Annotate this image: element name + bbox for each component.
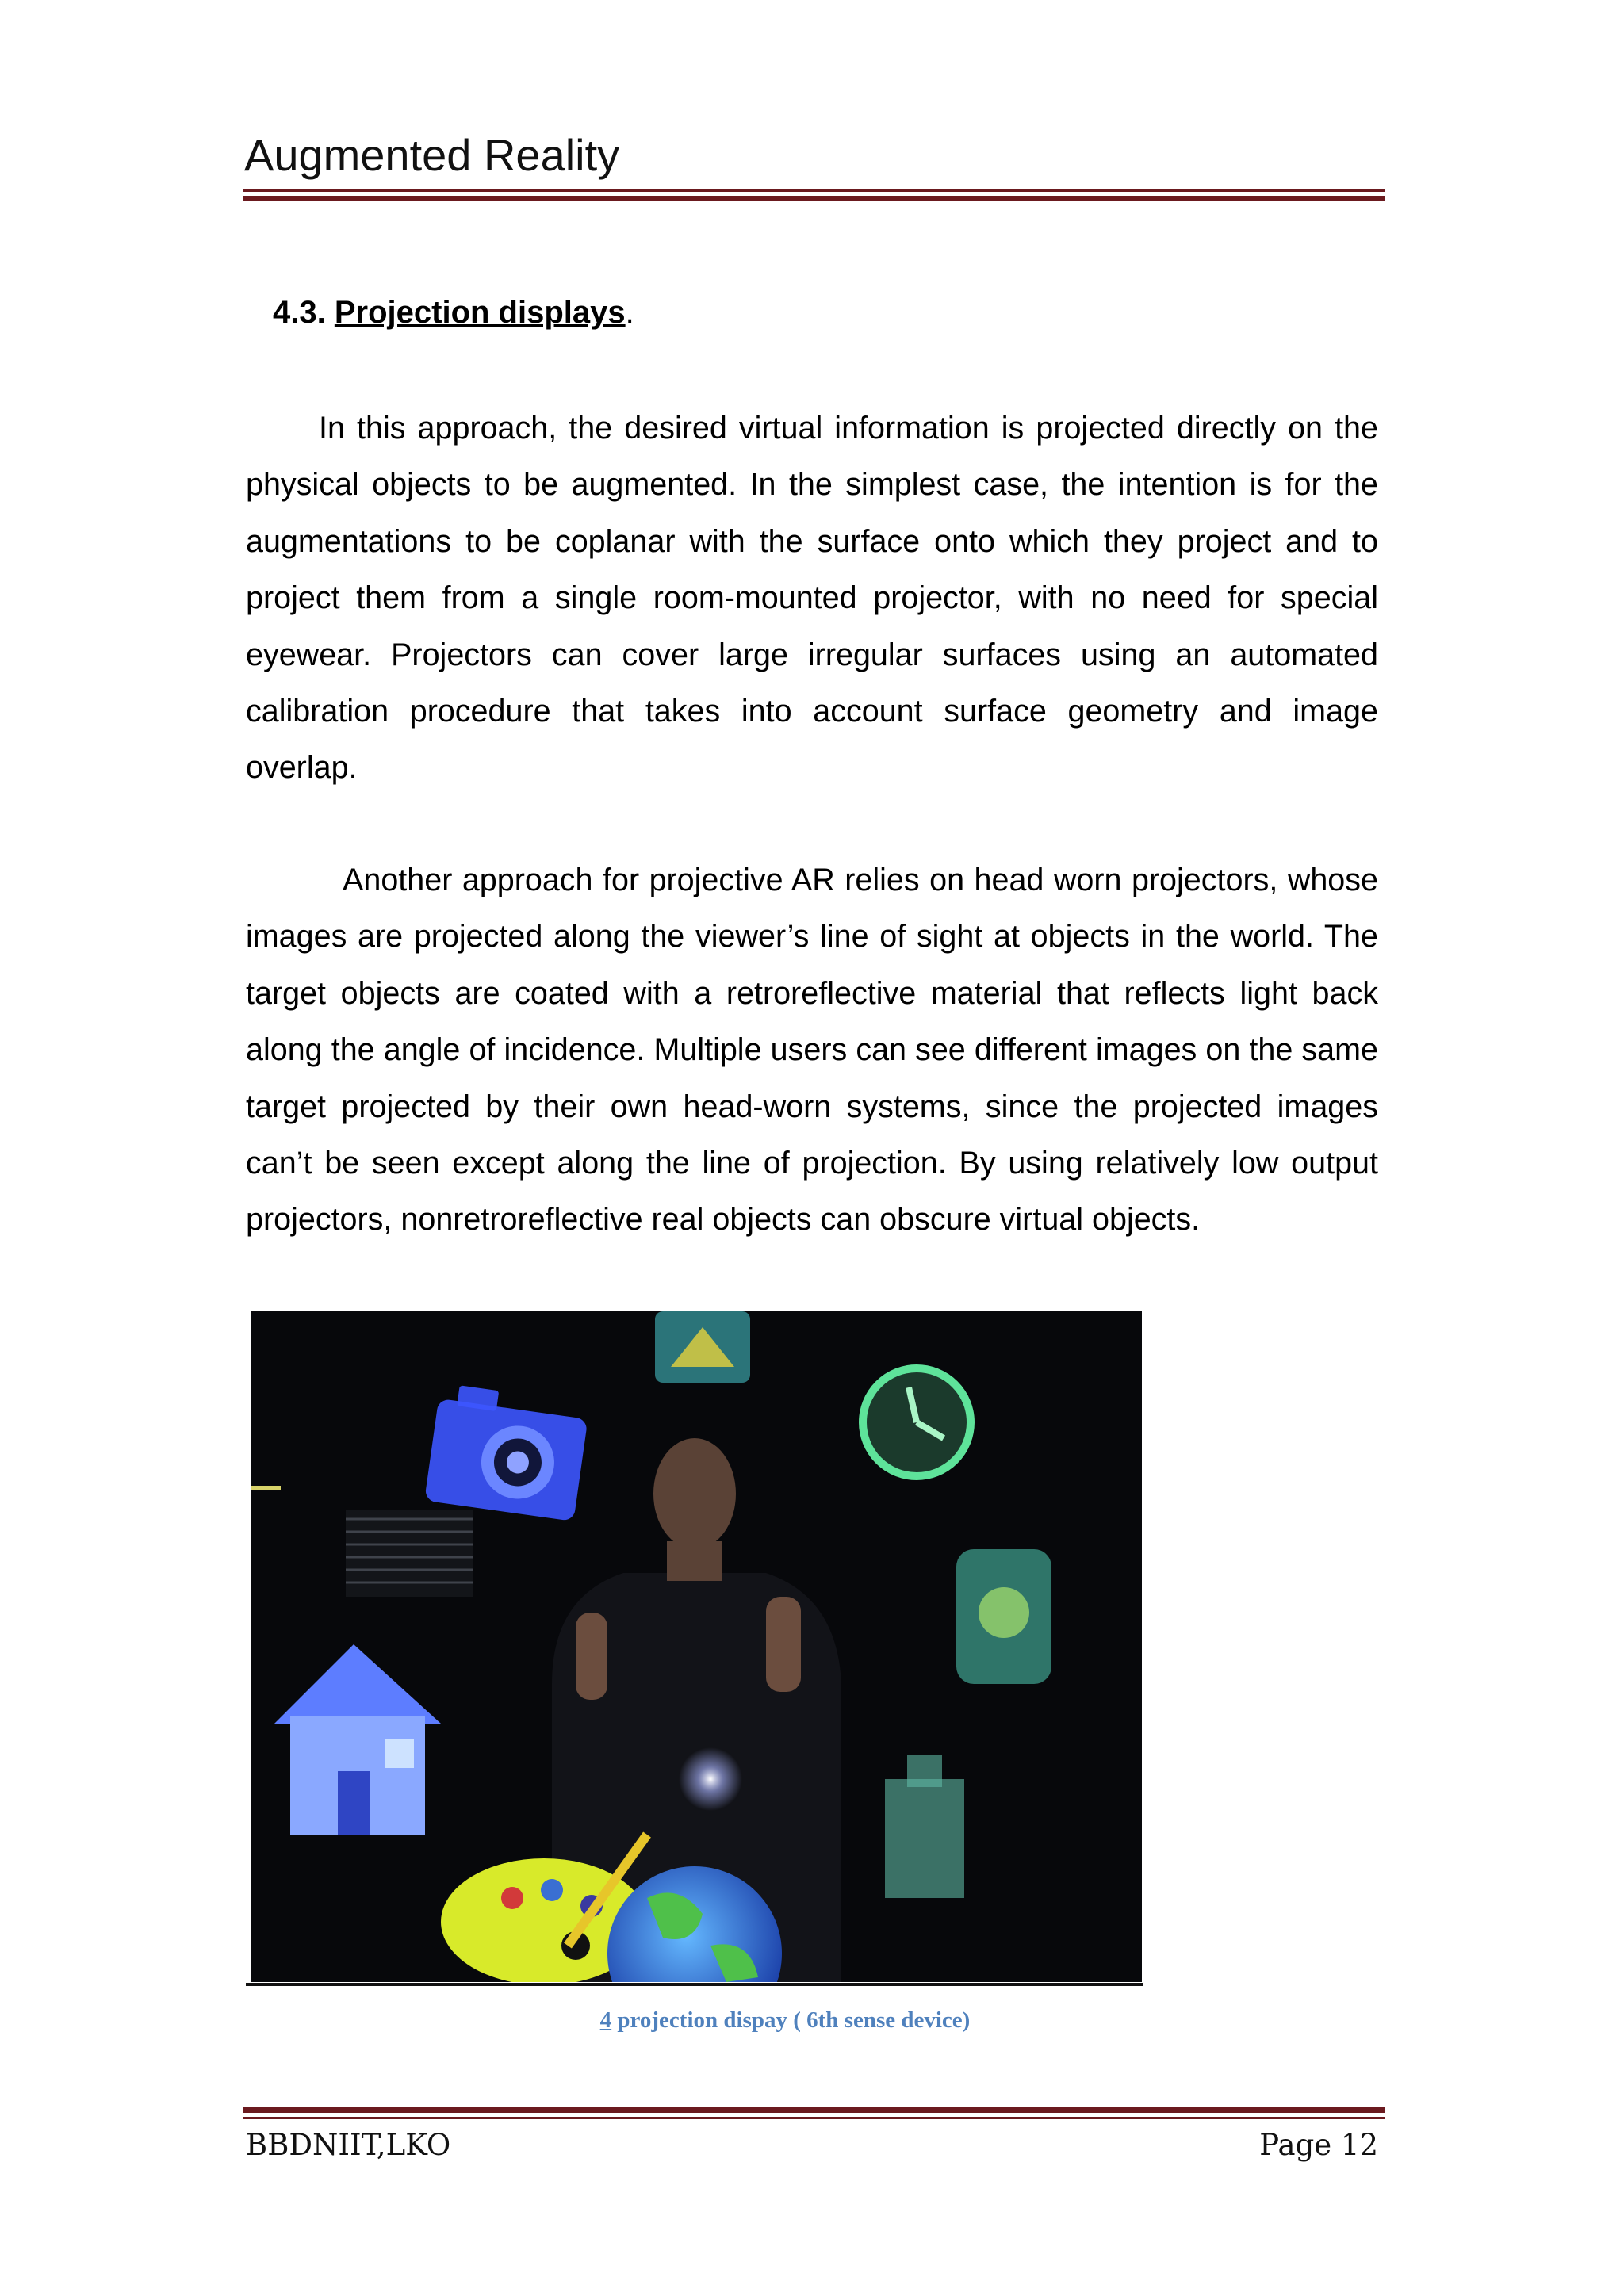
projector-light [679,1747,742,1811]
figure-caption-text: projection dispay ( 6th sense device) [611,2007,971,2033]
figure-caption [246,2007,1324,2034]
section-heading [273,297,634,328]
header-rule-thick [243,196,1385,201]
footer-rule-thin [243,2117,1385,2119]
footer-page-number: Page 12 [1259,2128,1378,2162]
section-trailing-period: . [625,295,634,330]
app-tile-icon [956,1549,1051,1684]
footer-institution: BBDNIIT,LKO [246,2128,451,2162]
section-number: 4.3. [273,295,326,330]
figure-projection-photo [251,1311,1142,1982]
section-title: Projection displays [334,295,626,330]
tile-icon [655,1311,750,1383]
footer-rule-thick [243,2107,1385,2113]
light-glint [251,1486,281,1490]
figure-illustration [251,1311,1142,1982]
header-rule-thin [243,189,1385,192]
clock-icon [863,1368,971,1476]
paragraph-projection-intro: In this approach, the desired virtual information is projected directly on the physical objects to be augmented. In the simplest case, the intention is for the augmentations to be coplanar with the surface onto which they project and to project them from a single room-mounted projector, with no need for special eyewear. Projectors can cover large irregular surfaces using an automated calibration procedure that takes into account surface geometry and image overlap. [246,411,1378,786]
figure-underline [246,1983,1143,1986]
paragraph-head-worn-projectors: Another approach for projective AR relies on head worn projectors, whose images are projected along the viewer’s line of sight at objects in the world. The target objects are coated with a retroreflective material that reflects light back along the angle of incidence. Multiple users can see different images on the same target projected by their own head-worn systems, since the projected images can’t be seen except along the line of projection. By using relatively low output projectors, nonretroreflective real objects can obscure virtual objects. [246,863,1378,1238]
figure-caption-number: 4 [599,2007,612,2033]
window-blinds [346,1510,473,1597]
page-header-title: Augmented Reality [244,130,620,180]
